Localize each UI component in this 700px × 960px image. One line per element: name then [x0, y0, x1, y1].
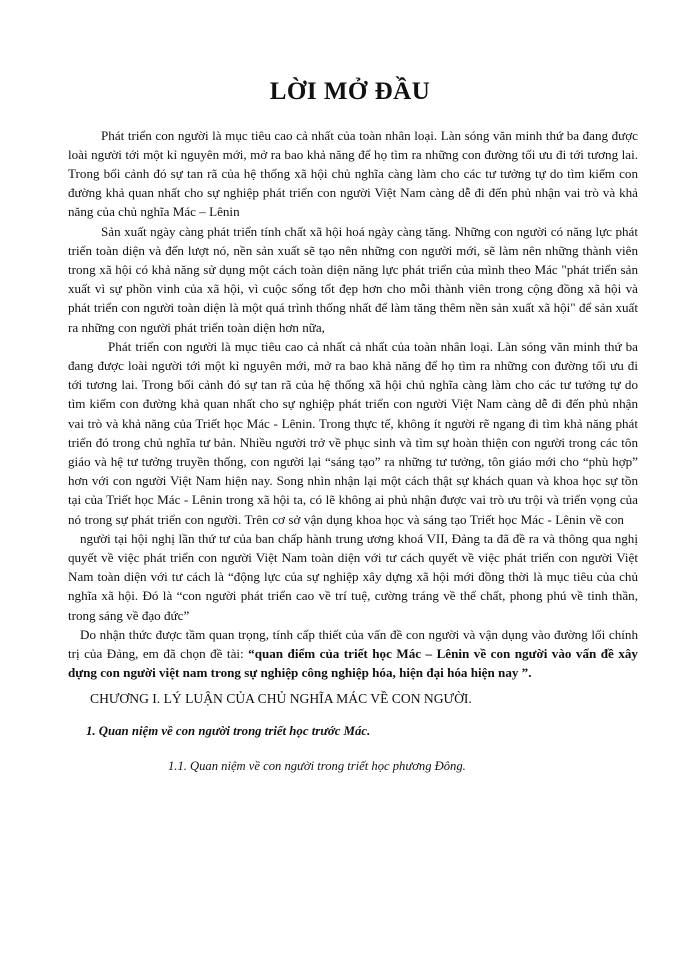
- paragraph-2-text-b: để sản xuất ra những con người phát triển toàn diện hơn nữa,: [68, 300, 638, 335]
- paragraph-2-quote: "phát triển sản xuất vì sự phồn vinh của xã hội, vì cuộc sống tốt đẹp hơn cho mỗi thành viên trong cộng đồng xã hội và phát triển con người toàn diện là một quá trình thống nhất để làm tăng thêm nền sản xuất xã hội": [68, 261, 638, 316]
- chapter-heading: CHƯƠNG I. LÝ LUẬN CỦA CHỦ NGHĨA MÁC VỀ CON NGƯỜI.: [90, 691, 472, 707]
- paragraph-4: người tại hội nghị lần thứ tư của ban chấp hành trung ương khoá VII, Đảng ta đã đề ra và thông qua nghị quyết về việc phát triển con người Việt Nam toàn diện với tư cách quyết về việc phát triển con người Việt Nam toàn diện với tư cách là “động lực của sự nghiệp xây dựng xã hội mới đồng thời là mục tiêu của chủ nghĩa xã hội. Đó là “con người phát triển cao về trí tuệ, cường tráng về thể chất, phong phú về tinh thần, trong sáng về đạo đức”: [68, 530, 638, 623]
- paragraph-5: [68, 625, 638, 683]
- paragraph-3: Phát triển con người là mục tiêu cao cả nhất cả nhất của toàn nhân loại. Làn sóng văn minh thứ ba đang được loài người tới một kỉ nguyên mới, mở ra bao khả năng để họ tìm ra những con đường tối ưu đi tới tương lai. Trong bối cảnh đó sự tan rã của hệ thống xã hội chủ nghĩa càng làm cho các tư tưởng tự do tìm kiếm con đường khả quan nhất cho sự nghiệp phát triển con người Việt Nam càng dễ đi đến phủ nhận vai trò và khả năng của Triết học Mác - Lênin. Trong thực tế, không ít người rẽ ngang đi tìm khả năng phát triển đó trong chủ nghĩa tư bản. Nhiều người trở về phục sinh và tìm sự hoàn thiện con người trong các tôn giáo và hệ tư tưởng truyền thống, con người lại “sáng tạo” ra những tư tưởng, tôn giáo mới cho “phù hợp” hơn với con người Việt Nam hiện nay. Song nhìn nhận lại một cách thật sự khách quan và khoa học sự tồn tại của Triết học Mác - Lênin trong xã hội ta, có lẽ không ai phủ nhận được vai trò ưu trội và triển vọng của nó trong sự phát triển con người. Trên cơ sở vận dụng khoa học và sáng tạo Triết học Mác - Lênin về con: [68, 338, 638, 527]
- page-title: LỜI MỞ ĐẦU: [269, 78, 431, 105]
- document-body: [0, 126, 700, 683]
- paragraph-5-topic-title: “quan điểm của triết học Mác – Lênin về con người vào vấn đề xây dựng con người việt nam trong sự nghiệp công nghiệp hóa, hiện đại hóa hiện nay ”.: [68, 645, 638, 681]
- subsection-heading: 1.1. Quan niệm về con người trong triết học phương Đông.: [168, 759, 466, 774]
- paragraph-2: [68, 222, 638, 337]
- paragraph-1: Phát triển con người là mục tiêu cao cả nhất của toàn nhân loại. Làn sóng văn minh thứ ba đang được loài người tới một kỉ nguyên mới, mở ra bao khả năng để họ tìm ra những con đường tối ưu đi tới tương lai. Trong bối cảnh đó sự tan rã của hệ thống xã hội chủ nghĩa càng làm cho các tư tưởng tự do tìm kiếm con đường khả quan nhất cho sự nghiệp phát triển con người Việt Nam càng dễ đi đến phủ nhận vai trò và khả năng của chủ nghĩa Mác – Lênin: [68, 127, 638, 220]
- paragraph-5-text: Do nhận thức được tầm quan trọng, tính cấp thiết của vấn đề con người và vận dụng vào đường lối chính trị của Đảng, em đã chọn đề tài:: [68, 626, 638, 661]
- section-heading: 1. Quan niệm về con người trong triết học trước Mác.: [86, 724, 371, 739]
- paragraph-2-text-a: Sản xuất ngày càng phát triển tính chất xã hội hoá ngày càng tăng. Những con người có năng lực phát triển toàn diện và đến lượt nó, nền sản xuất sẽ tạo nên những con người mới, sẽ làm nên những thành viên trong xã hội có khả năng sử dụng một cách toàn diện năng lực phát triển của mình theo Mác: [68, 223, 638, 277]
